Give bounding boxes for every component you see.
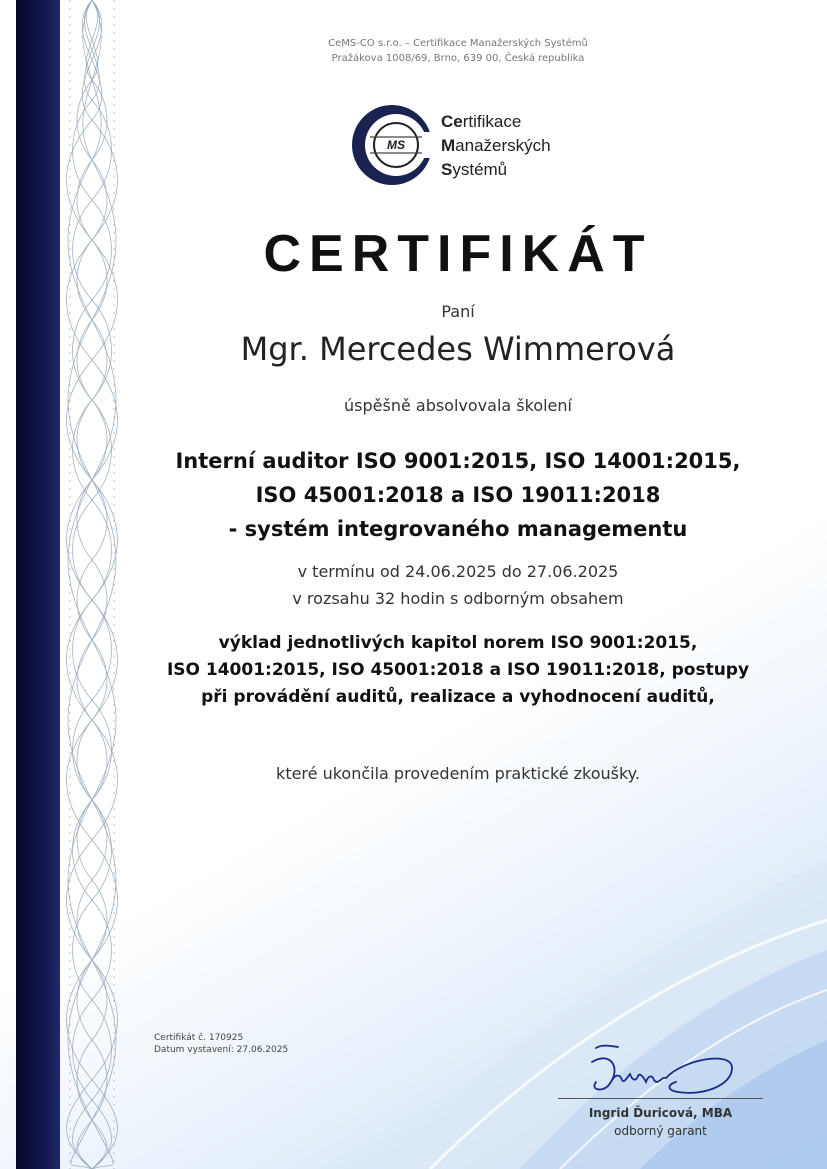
- completion-statement: úspěšně absolvovala školení: [344, 396, 572, 415]
- signer-role: odborný garant: [614, 1124, 707, 1138]
- company-logo: [350, 102, 590, 188]
- cms-logo-icon: [350, 102, 440, 188]
- svg-text:MS: MS: [387, 138, 405, 152]
- left-decorative-bar: [16, 0, 60, 1169]
- course-content: [88, 630, 827, 711]
- salutation: Paní: [441, 302, 475, 321]
- content-line-2: ISO 14001:2015, ISO 45001:2018 a ISO 19011:2018, postupy: [166, 660, 750, 680]
- certificate-title: CERTIFIKÁT: [263, 225, 653, 283]
- term-line-2: v rozsahu 32 hodin s odborným obsahem: [292, 589, 624, 608]
- course-line-1: Interní auditor ISO 9001:2015, ISO 14001:2015,: [175, 449, 741, 473]
- course-title: [88, 444, 827, 546]
- signature-line: [558, 1098, 763, 1099]
- issuer-line-2: Pražákova 1008/69, Brno, 639 00, Česká republika: [331, 53, 585, 64]
- logo-wordmark: Certifikace Manažerských Systémů: [441, 112, 551, 179]
- content-line-3: při provádění auditů, realizace a vyhodnocení auditů,: [201, 687, 715, 707]
- signer-name: Ingrid Ďuricová, MBA: [588, 1106, 733, 1120]
- handwritten-signature: [582, 1040, 742, 1100]
- term-line-1: v termínu od 24.06.2025 do 27.06.2025: [297, 562, 619, 581]
- recipient-name: Mgr. Mercedes Wimmerová: [240, 330, 676, 368]
- issuer-header: [88, 36, 827, 66]
- course-term: [88, 558, 827, 612]
- exam-statement: které ukončila provedením praktické zkoušky.: [276, 764, 640, 783]
- certificate-number: Certifikát č. 170925: [154, 1033, 244, 1043]
- course-line-2: ISO 45001:2018 a ISO 19011:2018: [255, 483, 661, 507]
- course-line-3: - systém integrovaného managementu: [228, 517, 688, 541]
- certificate-info: [154, 1032, 288, 1056]
- issue-date: Datum vystavení: 27.06.2025: [154, 1045, 289, 1055]
- content-line-1: výklad jednotlivých kapitol norem ISO 9001:2015,: [218, 633, 698, 653]
- issuer-line-1: CeMS-CO s.r.o. – Certifikace Manažerských Systémů: [328, 38, 588, 49]
